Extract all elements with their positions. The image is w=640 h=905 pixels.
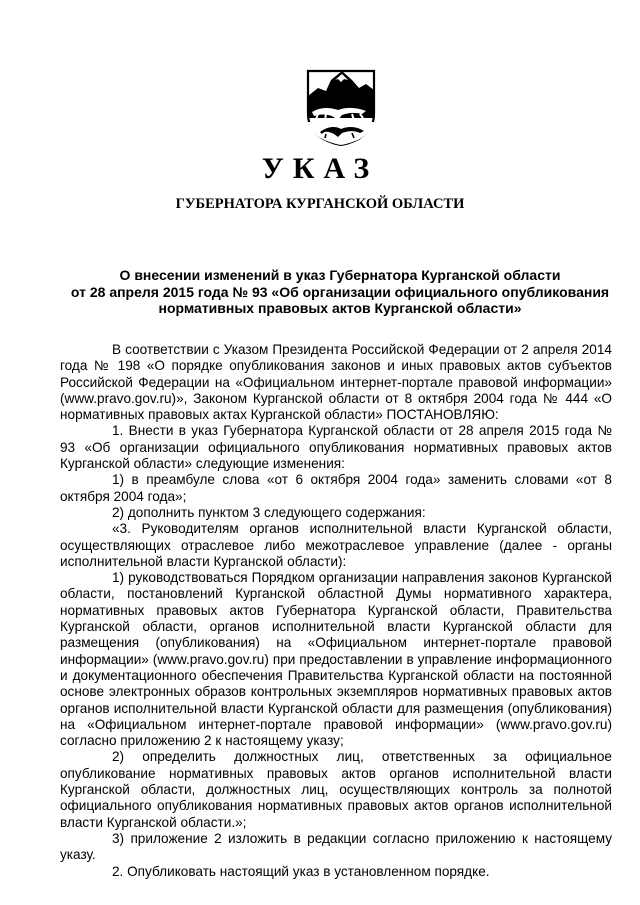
document-body [60,342,612,880]
document-title: УКАЗ [261,152,379,185]
body-paragraph: 2) дополнить пунктом 3 следующего содержания: [112,504,426,520]
body-paragraph: 1) в преамбуле слова «от 6 октября 2004 года» заменить словами «от 8 октября 2004 года»; [60,472,612,504]
body-paragraph: «3. Руководителям органов исполнительной власти Курганской области, осуществляющих отраслевое либо межотраслевое управление (далее - органы исполнительной власти Курганской области): [60,521,612,569]
body-paragraph: 2) определить должностных лиц, ответственных за официальное опубликование нормативных правовых актов органов исполнительной власти Курганской области, должностных лиц, осуществляющих контроль за полнотой официального опубликования нормативных правовых актов органов исполнительной власти Курганской области.»; [60,749,612,830]
heading-line: от 28 апреля 2015 года № 93 «Об организации официального опубликования [70,283,610,300]
heading-line: нормативных правовых актов Курганской области» [158,300,522,316]
heading-line: О внесении изменений в указ Губернатора Курганской области [119,267,561,283]
document-subtitle: ГУБЕРНАТОРА КУРГАНСКОЙ ОБЛАСТИ [175,196,465,212]
body-paragraph: 1. Внести в указ Губернатора Курганской области от 28 апреля 2015 года № 93 «Об организации официального опубликования нормативных правовых актов Курганской области» следующие изменения: [60,423,612,472]
body-paragraph: 3) приложение 2 изложить в редакции согласно приложению к настоящему указу. [60,830,612,863]
body-paragraph: 1) руководствоваться Порядком организации направления законов Курганской области, постановлений Курганской областной Думы нормативного характера, нормативных правовых актов Губернатора Курганской области, Правительства Курганской области, органов исполнительной власти Курганской области для размещения (опубликования) на «Официальном интернет-портале правовой информации» (www.pravo.gov.ru) при предоставлении в управление информационного и документационного обеспечения Правительства Курганской области на постоянной основе электронных образов контрольных экземпляров нормативных правовых актов органов исполнительной власти Курганской области для размещения (опубликования) на «Официальном интернет-портале правовой информации» (www.pravo.gov.ru) согласно приложению 2 к настоящему указу; [60,570,612,749]
body-paragraph: 2. Опубликовать настоящий указ в установленном порядке. [112,863,490,879]
body-paragraph: В соответствии с Указом Президента Российской Федерации от 2 апреля 2014 года № 198 «О порядке опубликования законов и иных правовых актов субъектов Российской Федерации на «Официальном интернет-портале правовой информации» (www.pravo.gov.ru)», Законом Курганской области от 8 октября 2004 года № 444 «О нормативных правовых актах Курганской области» ПОСТАНОВЛЯЮ: [60,342,612,423]
document-heading [70,267,610,317]
coat-of-arms-emblem [304,68,378,146]
